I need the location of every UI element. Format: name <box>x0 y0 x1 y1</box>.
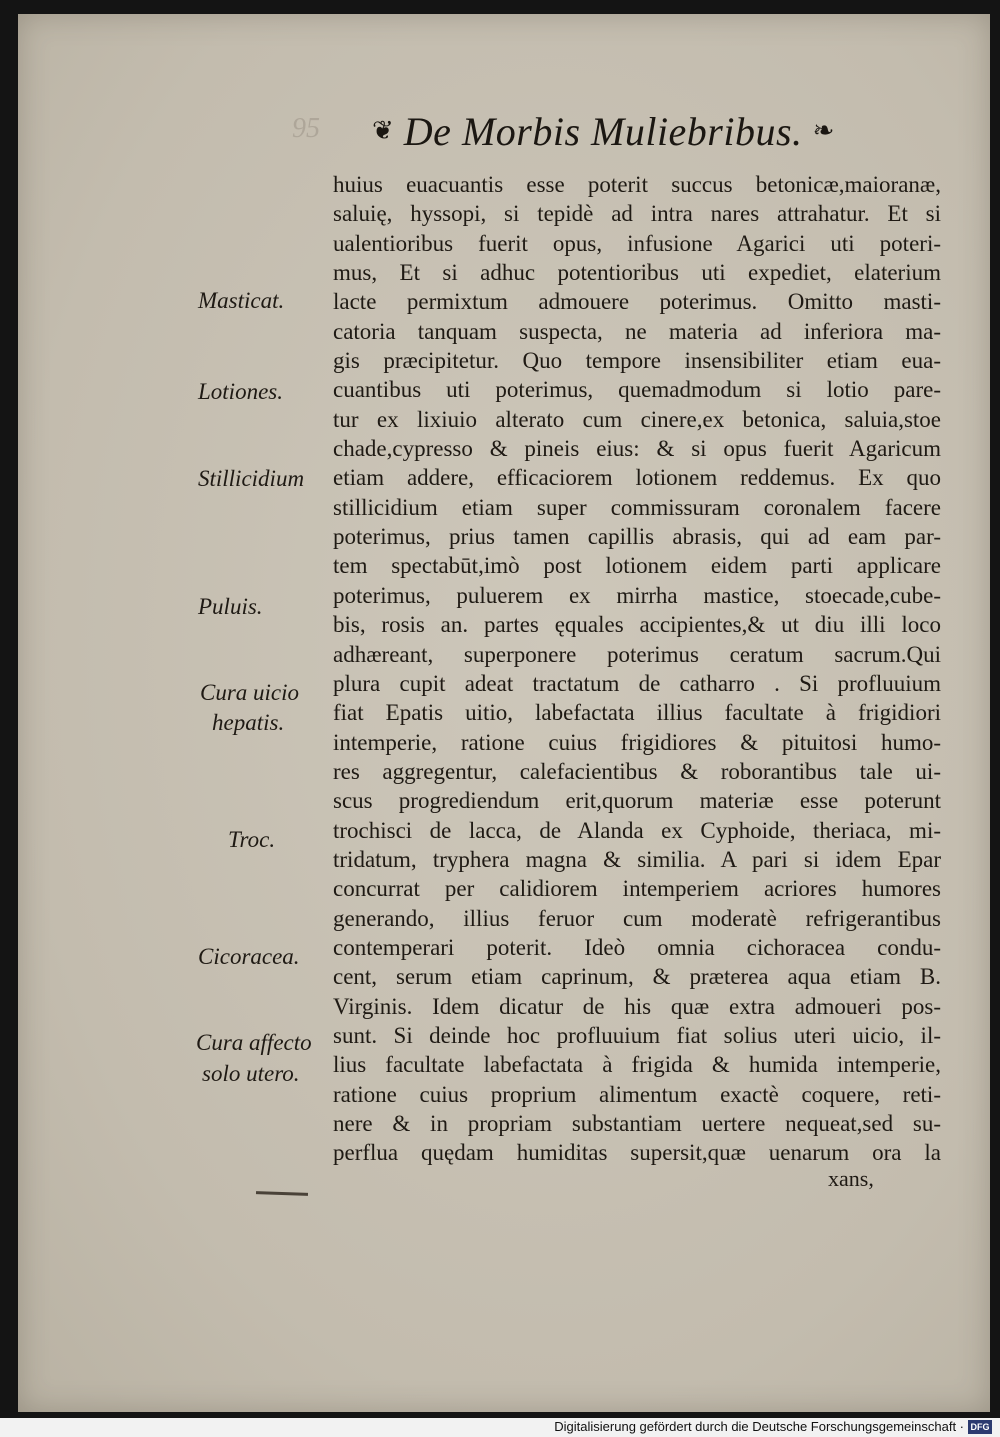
digitization-footer <box>0 1418 1000 1437</box>
text-line: catoria tanquam suspecta, ne materia ad inferiora ma- <box>333 318 941 344</box>
running-head <box>372 106 834 156</box>
text-line: scus progrediendum erit,quorum materiæ esse poterunt <box>333 788 941 814</box>
catchword: xans, <box>828 1166 874 1191</box>
text-line: ualentioribus fuerit opus, infusione Agarici uti poteri- <box>333 230 941 256</box>
text-line: contemperari poterit. Ideò omnia cichoracea condu- <box>333 934 941 960</box>
text-line: etiam addere, efficaciorem lotionem reddemus. Ex quo <box>333 465 941 491</box>
text-line: cuantibus uti poterimus, quemadmodum si lotio pare- <box>333 377 941 403</box>
text-line: concurrat per calidiorem intemperiem acriores humores <box>333 876 941 902</box>
margin-note-troc: Troc. <box>228 827 276 852</box>
text-line: gis præcipitetur. Quo tempore insensibiliter etiam eua- <box>333 348 941 374</box>
text-line: mus, Et si adhuc potentioribus uti expediet, elaterium <box>333 260 941 286</box>
margin-note-lotiones: Lotiones. <box>198 379 283 404</box>
margin-note-stillicidium: Stillicidium <box>198 466 305 491</box>
bleed-through-mark: 95 <box>292 113 320 144</box>
margin-note-affecto-line1: Cura affecto <box>196 1030 312 1055</box>
text-line: lacte permixtum admouere poterimus. Omitto masti- <box>333 289 941 315</box>
margin-note-puluis: Puluis. <box>198 594 263 619</box>
text-line: plura cupit adeat tractatum de catharro . Si profluuium <box>333 670 941 696</box>
text-line: res aggregentur, calefacientibus & roborantibus tale ui- <box>333 758 941 784</box>
text-line: huius euacuantis esse poterit succus betonicæ,maioranæ, <box>333 172 941 197</box>
fleuron-icon: ❦ <box>372 116 394 145</box>
text-line: poterimus, prius tamen capillis abrasis, qui ad eam par- <box>333 524 941 550</box>
text-line: lius facultate labefactata à frigida & humida intemperie, <box>333 1052 941 1078</box>
fleuron-icon: ❧ <box>812 116 835 145</box>
dfg-logo: DFG <box>968 1420 992 1434</box>
footer-credit: Digitalisierung gefördert durch die Deutsche Forschungsgemeinschaft · <box>554 1419 964 1434</box>
text-line: Virginis. Idem dicatur de his quæ extra admoueri pos- <box>333 993 941 1019</box>
margin-note-cura-line1: Cura uicio <box>200 680 300 705</box>
margin-note-affecto-line2: solo utero. <box>202 1061 300 1086</box>
text-line: cent, serum etiam caprinum, & præterea aqua etiam B. <box>333 964 941 990</box>
text-line: stillicidium etiam super commissuram coronalem facere <box>333 494 941 520</box>
text-line: ratione cuius proprium alimentum exactè coquere, reti- <box>333 1081 941 1107</box>
text-line: perflua quędam humiditas supersit,quæ uenarum ora la <box>333 1140 941 1166</box>
text-line: generando, illius feruor cum moderatè refrigerantibus <box>333 905 941 931</box>
text-line: tem spectabūt,imò post lotionem eidem parti applicare <box>333 553 941 579</box>
text-line: intemperie, ratione cuius frigidiores & pituitosi humo- <box>333 729 941 755</box>
text-line: trochisci de lacca, de Alanda ex Cyphoide, theriaca, mi- <box>333 817 941 843</box>
margin-note-cicoracea: Cicoracea. <box>198 944 300 969</box>
text-line: poterimus, puluerem ex mirrha mastice, stoecade,cube- <box>333 582 941 608</box>
margin-note-cura-line2: hepatis. <box>212 710 285 735</box>
text-line: sunt. Si deinde hoc profluuium fiat solius uteri uicio, il- <box>333 1022 941 1048</box>
text-line: saluię, hyssopi, si tepidè ad intra nares attrahatur. Et si <box>333 201 941 227</box>
text-line: adhæreant, superponere poterimus ceratum sacrum.Qui <box>333 641 941 667</box>
margin-note-masticat: Masticat. <box>198 288 285 313</box>
text-line: tur ex lixiuio alterato cum cinere,ex betonica, saluia,stoe <box>333 406 941 432</box>
main-text-block <box>333 170 941 1168</box>
text-line: fiat Epatis uitio, labefactata illius facultate à frigidiori <box>333 700 941 726</box>
text-line: bis, rosis an. partes ęquales accipientes,& ut diu illi loco <box>333 612 941 638</box>
text-line: tridatum, tryphera magna & similia. A pari si idem Epar <box>333 846 941 872</box>
page-title: De Morbis Muliebribus. <box>403 108 803 154</box>
text-line: nere & in propriam substantiam uertere nequeat,sed su- <box>333 1111 941 1136</box>
text-line: chade,cypresso & pineis eius: & si opus fuerit Agaricum <box>333 436 941 462</box>
